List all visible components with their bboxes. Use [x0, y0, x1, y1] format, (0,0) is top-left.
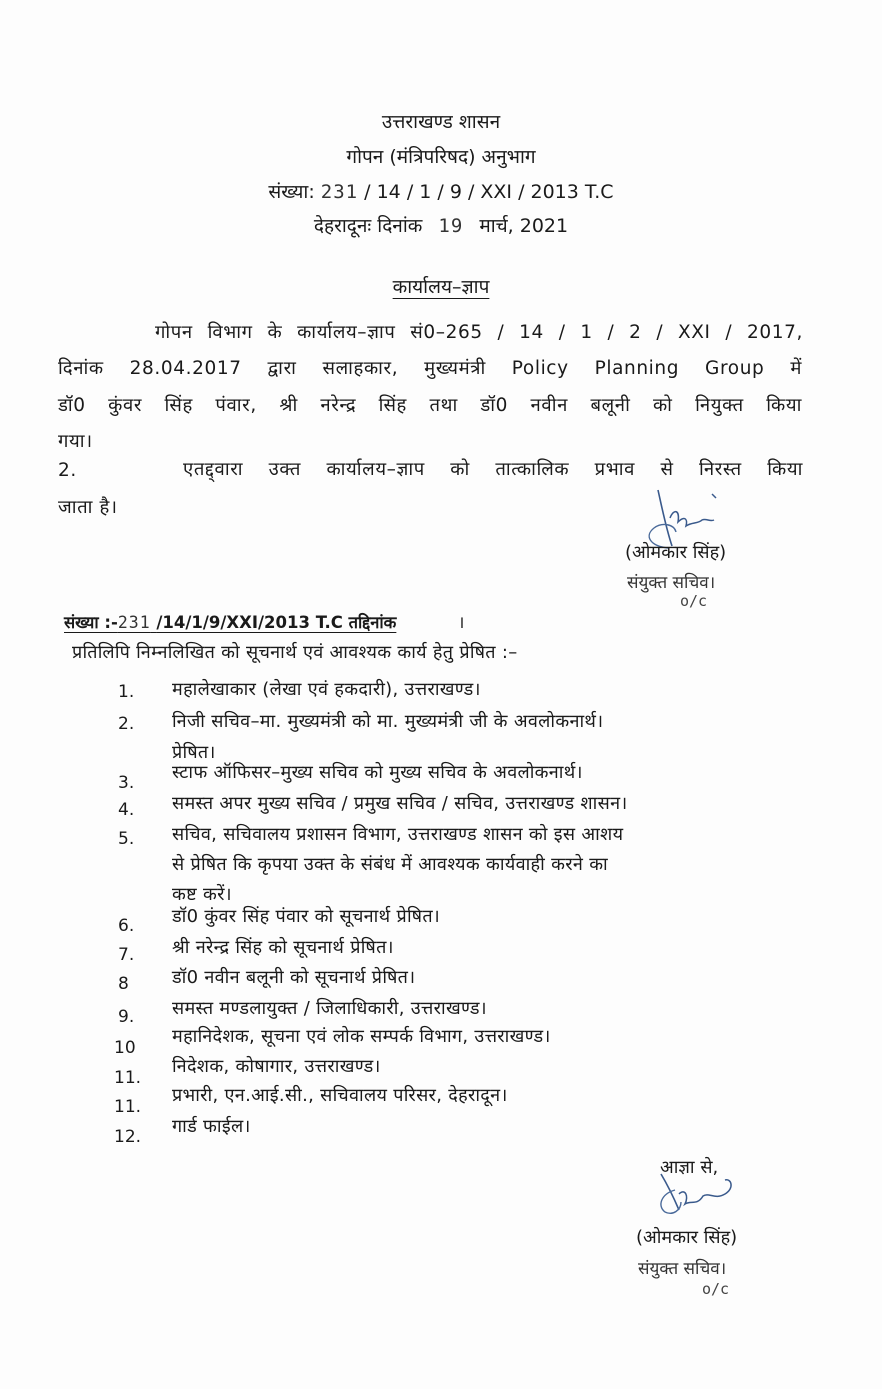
list-item: निदेशक, कोषागार, उत्तराखण्ड। — [172, 1056, 381, 1077]
list-item: समस्त मण्डलायुक्त / जिलाधिकारी, उत्तराखण्ड। — [172, 998, 487, 1019]
list-item-number: 1. — [118, 682, 135, 702]
list-item: महालेखाकार (लेखा एवं हकदारी), उत्तराखण्ड। — [172, 679, 481, 700]
signatory-designation-1: संयुक्त सचिव। — [627, 573, 716, 593]
memo-title-wrap — [0, 273, 882, 299]
list-item: गार्ड फाईल। — [172, 1116, 251, 1137]
reference-number — [0, 178, 882, 204]
date-rest: मार्च, 2021 — [479, 215, 569, 237]
signatory-name-2: (ओमकार सिंह) — [636, 1227, 738, 1248]
list-item-number: 5. — [118, 829, 135, 849]
issue-date — [0, 212, 882, 238]
copy-ref-handwritten: 231 — [117, 613, 151, 632]
list-item: महानिदेशक, सूचना एवं लोक सम्पर्क विभाग, उत्तराखण्ड। — [172, 1026, 551, 1047]
para1-line2: दिनांक 28.04.2017 द्वारा सलाहकार, मुख्यमंत्री Policy Planning Group में — [58, 358, 802, 379]
list-item-number: 3. — [118, 773, 135, 793]
signatory-name-1: (ओमकार सिंह) — [625, 542, 727, 563]
list-item-number: 7. — [118, 945, 135, 965]
number-label: संख्या: — [268, 181, 315, 203]
department-name: गोपन (मंत्रिपरिषद) अनुभाग — [346, 146, 536, 168]
number-rest: / 14 / 1 / 9 / XXI / 2013 T.C — [364, 181, 614, 203]
para1-line4: गया। — [58, 431, 93, 452]
list-item-number: 6. — [118, 916, 135, 936]
memo-title: कार्यालय–ज्ञाप — [392, 276, 490, 298]
copy-ref-rest: /14/1/9/XXI/2013 T.C तद्दिनांक — [156, 613, 397, 632]
list-item-number: 11. — [114, 1068, 142, 1088]
signatory-designation-2: संयुक्त सचिव। — [638, 1259, 727, 1279]
list-item-number: 10 — [114, 1038, 136, 1058]
copy-reference — [64, 610, 396, 633]
copy-ref-end: । — [458, 613, 465, 633]
list-item: स्टाफ ऑफिसर–मुख्य सचिव को मुख्य सचिव के अवलोकनार्थ। — [172, 762, 583, 783]
list-item-number: 9. — [118, 1007, 135, 1027]
oc-note-1: o/c — [680, 592, 708, 610]
para1-line3: डॉ0 कुंवर सिंह पंवार, श्री नरेन्द्र सिंह तथा डॉ0 नवीन बलूनी को नियुक्त किया — [58, 395, 802, 416]
list-item-number: 2. — [118, 714, 135, 734]
list-item-number: 12. — [114, 1127, 142, 1147]
list-item: श्री नरेन्द्र सिंह को सूचनार्थ प्रेषित। — [172, 937, 394, 958]
date-day: 19 — [438, 215, 464, 237]
list-item-number: 8 — [118, 974, 129, 994]
number-handwritten: 231 — [320, 181, 359, 203]
oc-note-2: o/c — [702, 1280, 730, 1298]
list-item: डॉ0 नवीन बलूनी को सूचनार्थ प्रेषित। — [172, 967, 416, 988]
para2-line2: जाता है। — [58, 497, 118, 518]
government-name: उत्तराखण्ड शासन — [381, 111, 501, 133]
list-item-continuation: प्रेषित। — [172, 742, 216, 763]
date-label: देहरादूनः दिनांक — [313, 215, 423, 237]
list-item-continuation: कष्ट करें। — [172, 884, 232, 905]
list-item: प्रभारी, एन.आई.सी., सचिवालय परिसर, देहरादून। — [172, 1085, 508, 1106]
copy-ref-label: संख्या :- — [64, 613, 118, 632]
list-item-continuation: से प्रेषित कि कृपया उक्त के संबंध में आवश्यक कार्यवाही करने का — [172, 854, 608, 875]
para2-line1: एतद्द्वारा उक्त कार्यालय–ज्ञाप को तात्कालिक प्रभाव से निरस्त किया — [183, 459, 803, 480]
list-item: समस्त अपर मुख्य सचिव / प्रमुख सचिव / सचिव, उत्तराखण्ड शासन। — [172, 793, 628, 814]
list-item: निजी सचिव–मा. मुख्यमंत्री को मा. मुख्यमंत्री जी के अवलोकनार्थ। — [172, 711, 604, 732]
by-order-text: आज्ञा से, — [660, 1157, 719, 1178]
para2-number: 2. — [58, 460, 77, 481]
list-item: डॉ0 कुंवर सिंह पंवार को सूचनार्थ प्रेषित। — [172, 906, 441, 927]
para1-line1: गोपन विभाग के कार्यालय–ज्ञाप सं0–265 / 14 / 1 / 2 / XXI / 2017, — [155, 322, 803, 343]
list-item: सचिव, सचिवालय प्रशासन विभाग, उत्तराखण्ड शासन को इस आशय — [172, 824, 624, 845]
copy-intro: प्रतिलिपि निम्नलिखित को सूचनार्थ एवं आवश्यक कार्य हेतु प्रेषित :– — [72, 642, 518, 663]
list-item-number: 4. — [118, 800, 135, 820]
list-item-number: 11. — [114, 1097, 142, 1117]
